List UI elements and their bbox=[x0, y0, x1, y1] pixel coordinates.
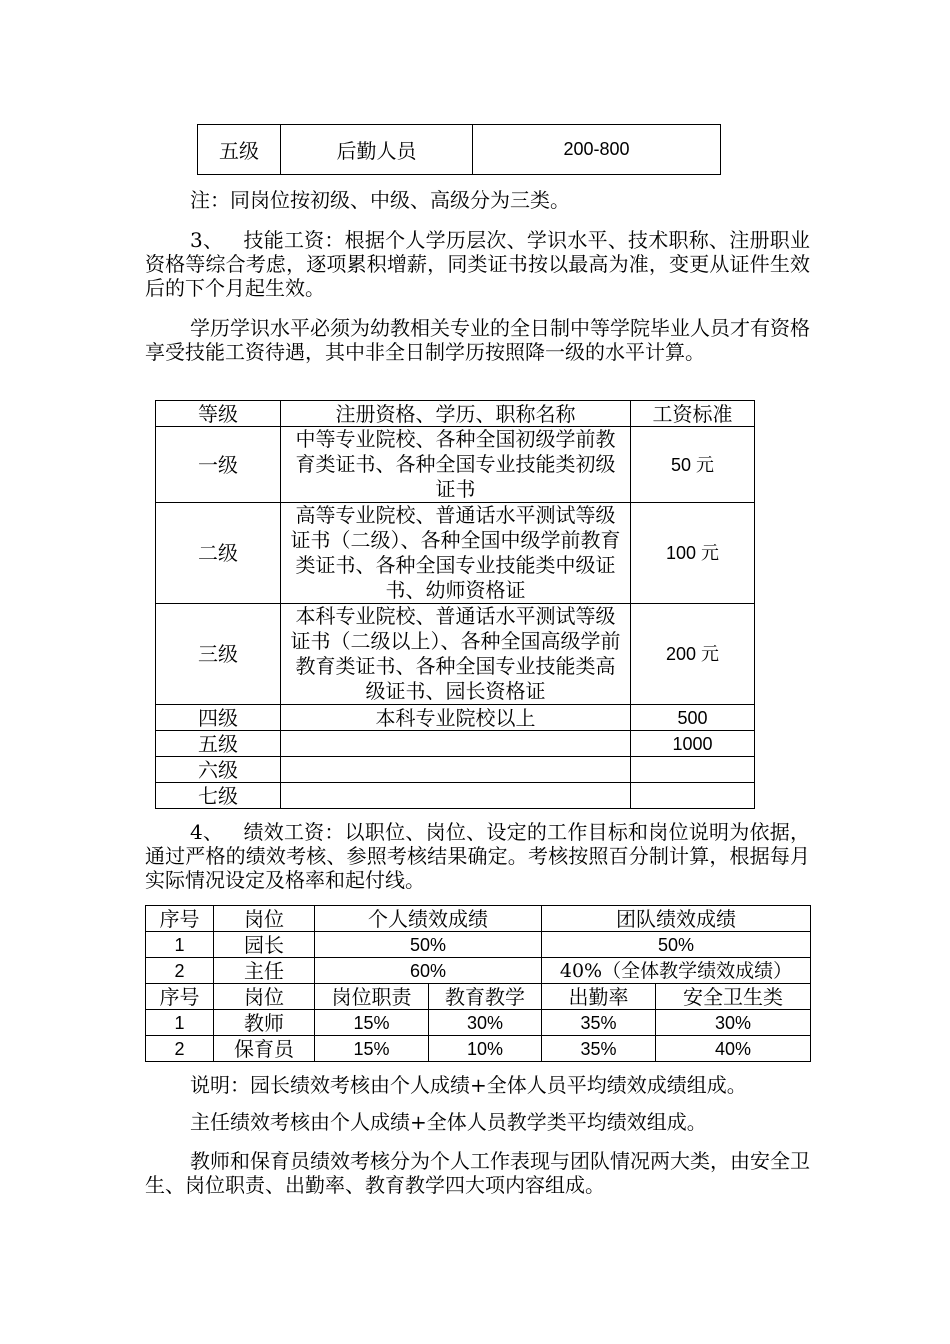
post-cell: 教师 bbox=[214, 1010, 315, 1036]
performance-table bbox=[145, 905, 811, 1062]
explain-3: 教师和保育员绩效考核分为个人工作表现与团队情况两大类，由安全卫生、岗位职责、出勤率、教育教学四大项内容组成。 bbox=[145, 1149, 810, 1197]
no-cell: 1 bbox=[146, 1010, 214, 1036]
table-header-row bbox=[156, 401, 755, 427]
note-text: 注：同岗位按初级、中级、高级分为三类。 bbox=[190, 188, 570, 212]
post-cell: 园长 bbox=[214, 932, 315, 958]
position-wage-table bbox=[197, 124, 721, 175]
table-row bbox=[156, 757, 755, 783]
table-row bbox=[198, 125, 721, 175]
no-cell: 1 bbox=[146, 932, 214, 958]
desc-cell bbox=[281, 731, 631, 757]
table-row bbox=[146, 932, 811, 958]
level-cell: 二级 bbox=[156, 503, 281, 604]
header-level: 等级 bbox=[156, 401, 281, 427]
position-cell: 后勤人员 bbox=[281, 125, 473, 175]
table-row bbox=[156, 783, 755, 809]
grade-cell: 五级 bbox=[198, 125, 281, 175]
table-header-row bbox=[146, 984, 811, 1010]
wage-cell bbox=[631, 757, 755, 783]
wage-cell: 500 bbox=[631, 705, 755, 731]
post-cell: 主任 bbox=[214, 958, 315, 984]
teaching-cell: 30% bbox=[429, 1010, 542, 1036]
table-row bbox=[156, 604, 755, 705]
skills-wage-table bbox=[155, 400, 755, 809]
header-teaching: 教育教学 bbox=[429, 984, 542, 1010]
wage-cell: 200 元 bbox=[631, 604, 755, 705]
section-4-text: 绩效工资：以职位、岗位、设定的工作目标和岗位说明为依据，通过严格的绩效考核、参照考核结果确定。考核按照百分制计算，根据每月实际情况设定及格率和起付线。 bbox=[145, 820, 810, 892]
wage-cell: 50 元 bbox=[631, 427, 755, 503]
header-no: 序号 bbox=[146, 906, 214, 932]
team-cell: 50% bbox=[542, 932, 811, 958]
no-cell: 2 bbox=[146, 1036, 214, 1062]
desc-cell: 中等专业院校、各种全国初级学前教育类证书、各种全国专业技能类初级证书 bbox=[281, 427, 631, 503]
duty-cell: 15% bbox=[315, 1010, 429, 1036]
level-cell: 五级 bbox=[156, 731, 281, 757]
section-3-paragraph bbox=[145, 228, 810, 300]
level-cell: 七级 bbox=[156, 783, 281, 809]
header-qualification: 注册资格、学历、职称名称 bbox=[281, 401, 631, 427]
education-paragraph: 学历学识水平必须为幼教相关专业的全日制中等学院毕业人员才有资格享受技能工资待遇，其中非全日制学历按照降一级的水平计算。 bbox=[145, 316, 810, 364]
section-3-text: 技能工资：根据个人学历层次、学识水平、技术职称、注册职业资格等综合考虑，逐项累积增薪，同类证书按以最高为准，变更从证件生效后的下个月起生效。 bbox=[145, 228, 810, 300]
header-team: 团队绩效成绩 bbox=[542, 906, 811, 932]
header-no: 序号 bbox=[146, 984, 214, 1010]
explain-2: 主任绩效考核由个人成绩+全体人员教学类平均绩效组成。 bbox=[190, 1110, 707, 1134]
desc-cell bbox=[281, 783, 631, 809]
desc-cell: 高等专业院校、普通话水平测试等级证书（二级）、各种全国中级学前教育类证书、各种全国专业技能类中级证书、幼师资格证 bbox=[281, 503, 631, 604]
table-row bbox=[156, 731, 755, 757]
header-post: 岗位 bbox=[214, 984, 315, 1010]
section-4-paragraph bbox=[145, 820, 810, 892]
header-attendance: 出勤率 bbox=[542, 984, 656, 1010]
level-cell: 六级 bbox=[156, 757, 281, 783]
table-row bbox=[146, 1036, 811, 1062]
header-post: 岗位 bbox=[214, 906, 315, 932]
level-cell: 四级 bbox=[156, 705, 281, 731]
table-row bbox=[156, 427, 755, 503]
teaching-cell: 10% bbox=[429, 1036, 542, 1062]
attendance-cell: 35% bbox=[542, 1036, 656, 1062]
attendance-cell: 35% bbox=[542, 1010, 656, 1036]
post-cell: 保育员 bbox=[214, 1036, 315, 1062]
table-row bbox=[146, 958, 811, 984]
header-duty: 岗位职责 bbox=[315, 984, 429, 1010]
wage-cell bbox=[631, 783, 755, 809]
header-personal: 个人绩效成绩 bbox=[315, 906, 542, 932]
duty-cell: 15% bbox=[315, 1036, 429, 1062]
wage-cell: 1000 bbox=[631, 731, 755, 757]
table-row bbox=[156, 705, 755, 731]
header-wage: 工资标准 bbox=[631, 401, 755, 427]
desc-cell: 本科专业院校以上 bbox=[281, 705, 631, 731]
section-4-number: 4、 bbox=[190, 820, 224, 844]
table-row bbox=[146, 1010, 811, 1036]
wage-cell: 100 元 bbox=[631, 503, 755, 604]
desc-cell bbox=[281, 757, 631, 783]
desc-cell: 本科专业院校、普通话水平测试等级证书（二级以上）、各种全国高级学前教育类证书、各种全国专业技能类高级证书、园长资格证 bbox=[281, 604, 631, 705]
header-safety: 安全卫生类 bbox=[656, 984, 811, 1010]
personal-cell: 50% bbox=[315, 932, 542, 958]
range-cell: 200-800 bbox=[473, 125, 721, 175]
level-cell: 一级 bbox=[156, 427, 281, 503]
explain-1: 说明：园长绩效考核由个人成绩+全体人员平均绩效成绩组成。 bbox=[190, 1073, 747, 1097]
level-cell: 三级 bbox=[156, 604, 281, 705]
section-3-number: 3、 bbox=[190, 228, 224, 252]
table-header-row bbox=[146, 906, 811, 932]
team-cell: 40%（全体教学绩效成绩） bbox=[542, 958, 811, 984]
safety-cell: 40% bbox=[656, 1036, 811, 1062]
personal-cell: 60% bbox=[315, 958, 542, 984]
table-row bbox=[156, 503, 755, 604]
no-cell: 2 bbox=[146, 958, 214, 984]
safety-cell: 30% bbox=[656, 1010, 811, 1036]
